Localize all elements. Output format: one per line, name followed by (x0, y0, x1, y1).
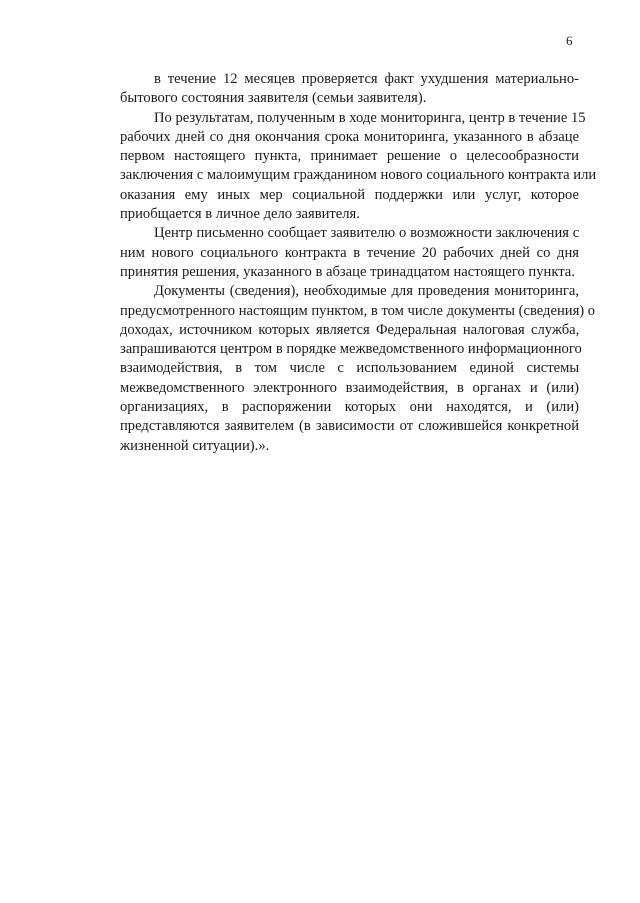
paragraph-1 (86, 70, 579, 109)
text-line: запрашиваются центром в порядке межведомственного информационного (120, 341, 582, 358)
text-line: приобщается в личное дело заявителя. (120, 206, 360, 223)
text-line: Центр письменно сообщает заявителю о возможности заключения с (154, 225, 580, 242)
text-line: первом настоящего пункта, принимает решение о целесообразности (120, 148, 579, 165)
text-line: рабочих дней со дня окончания срока мониторинга, указанного в абзаце (120, 128, 579, 145)
text-line: оказания ему иных мер социальной поддержки или услуг, которое (120, 186, 579, 203)
text-line: в течение 12 месяцев проверяется факт ухудшения материально- (154, 71, 579, 87)
text-line: взаимодействия, в том числе с использованием единой системы (120, 360, 580, 377)
text-line: межведомственного электронного взаимодействия, в органах и (или) (120, 379, 579, 396)
text-line: жизненной ситуации).». (120, 437, 270, 454)
text-line: заключения с малоимущим гражданином нового социального контракта или (120, 167, 597, 184)
paragraph-2 (86, 109, 597, 225)
text-line: принятия решения, указанного в абзаце тринадцатом настоящего пункта. (120, 263, 575, 280)
text-line: организациях, в распоряжении которых они находятся, и (или) (120, 399, 579, 416)
text-line: доходах, источником которых является Федеральная налоговая служба, (120, 321, 580, 338)
text-line: ним нового социального контракта в течение 20 рабочих дней со дня (120, 244, 579, 261)
text-line: Документы (сведения), необходимые для проведения мониторинга, (154, 283, 579, 300)
text-line: предусмотренного настоящим пунктом, в том числе документы (сведения) о (120, 302, 596, 319)
page-number: 6 (566, 33, 573, 48)
text-line: представляются заявителем (в зависимости от сложившейся конкретной (120, 418, 579, 435)
text-line: бытового состояния заявителя (семьи заявителя). (120, 90, 427, 107)
paragraph-3 (86, 224, 579, 282)
document-body (86, 70, 597, 456)
paragraph-4 (86, 282, 596, 456)
text-line: По результатам, полученным в ходе мониторинга, центр в течение 15 (154, 109, 586, 126)
